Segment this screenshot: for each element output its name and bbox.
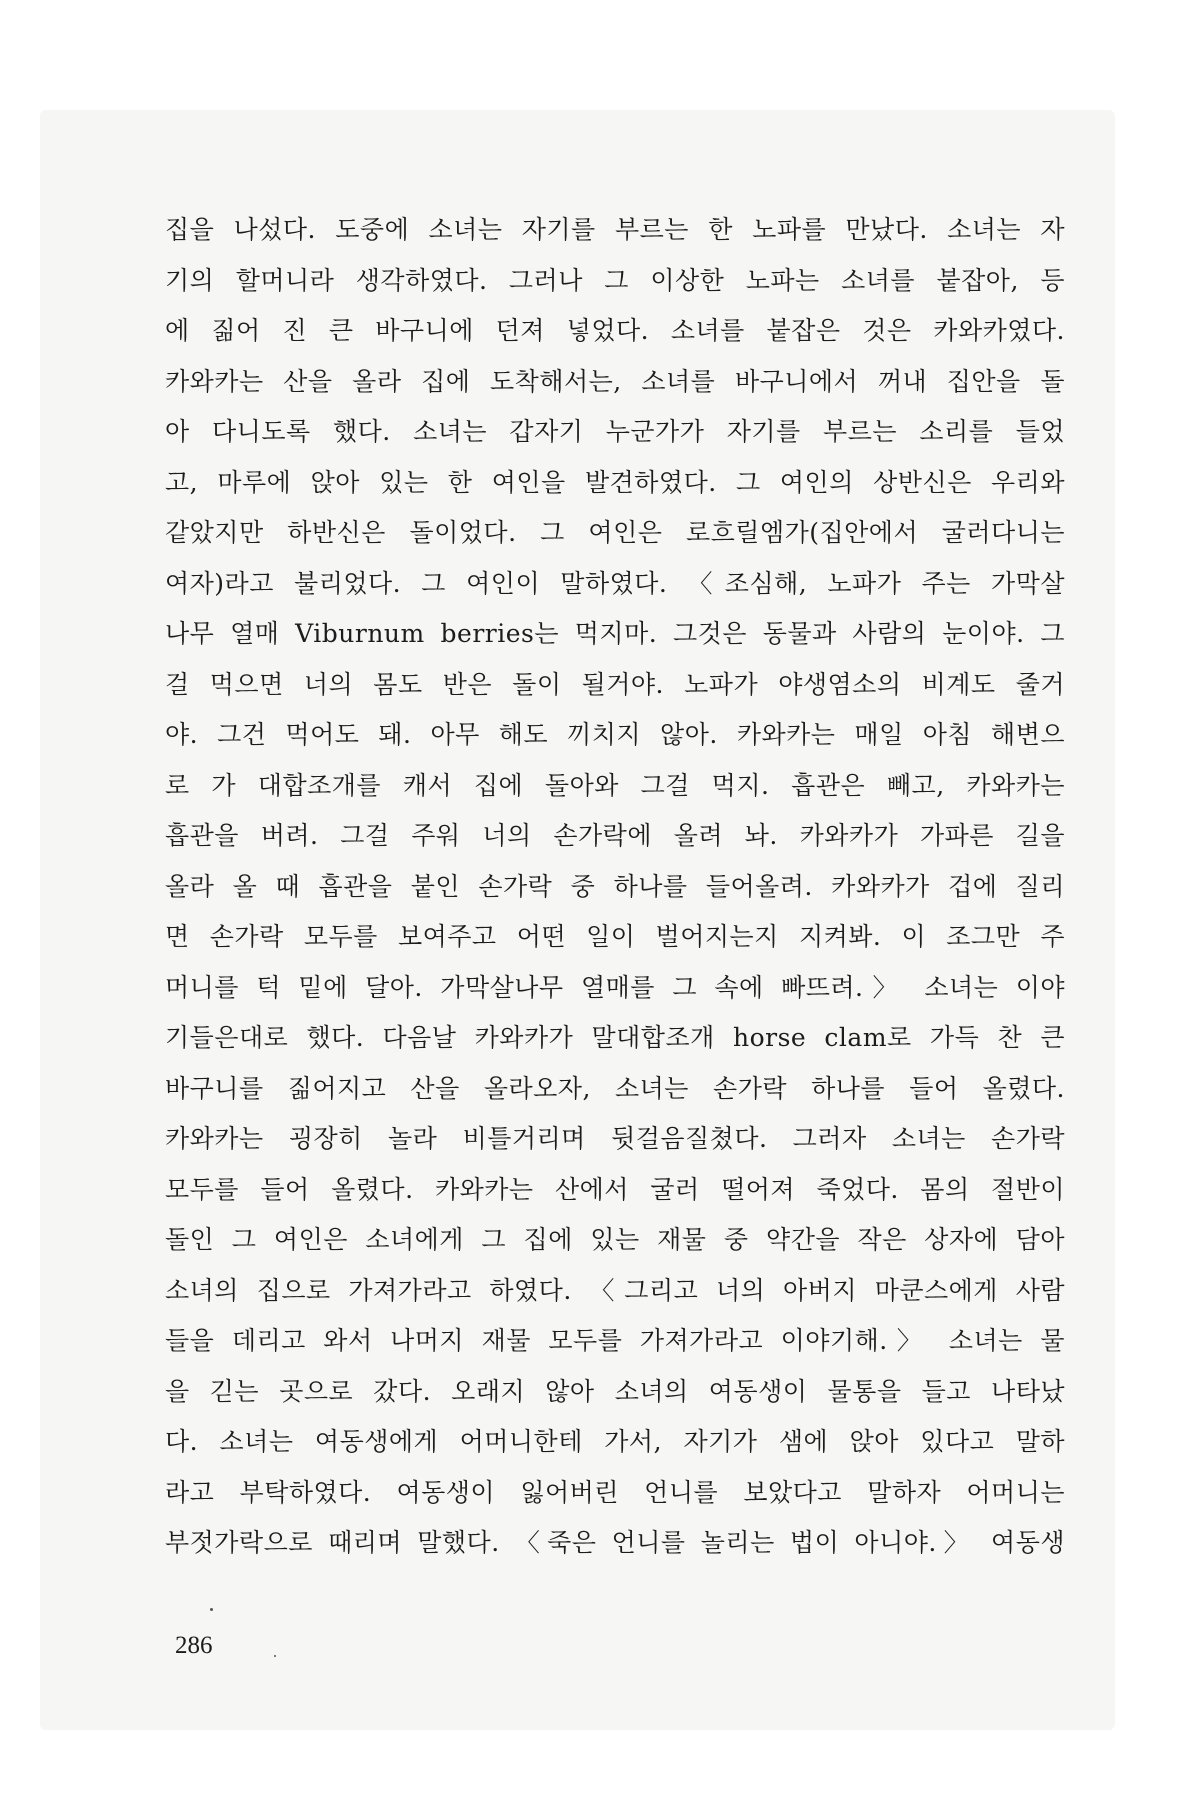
text-line: 아 다니도록 했다. 소녀는 갑자기 누군가가 자기를 부르는 소리를 들었 [165,417,1065,446]
scan-speck [274,1655,276,1657]
text-line: 집을 나섰다. 도중에 소녀는 자기를 부르는 한 노파를 만났다. 소녀는 자 [165,215,1065,244]
text-line: 돌인 그 여인은 소녀에게 그 집에 있는 재물 중 약간을 작은 상자에 담아 [165,1225,1065,1254]
text-line: 카와카는 산을 올라 집에 도착해서는, 소녀를 바구니에서 꺼내 집안을 돌 [165,366,1065,396]
body-text [165,205,1065,1569]
text-line: 소녀의 집으로 가져가라고 하였다. 〈그리고 너의 아버지 마쿤스에게 사람 [165,1275,1065,1305]
text-line: 머니를 턱 밑에 달아. 가막살나무 열매를 그 속에 빠뜨려.〉 소녀는 이야 [165,972,1065,1002]
text-line: 고, 마루에 앉아 있는 한 여인을 발견하였다. 그 여인의 상반신은 우리와 [165,467,1065,497]
scan-speck [210,1608,213,1611]
text-line: 라고 부탁하였다. 여동생이 잃어버린 언니를 보았다고 말하자 어머니는 [165,1477,1065,1507]
text-line: 카와카는 굉장히 놀라 비틀거리며 뒷걸음질쳤다. 그러자 소녀는 손가락 [165,1124,1065,1153]
text-line: 모두를 들어 올렸다. 카와카는 산에서 굴러 떨어져 죽었다. 몸의 절반이 [165,1174,1065,1204]
text-line: 야. 그건 먹어도 돼. 아무 해도 끼치지 않아. 카와카는 매일 아침 해변으 [165,720,1065,749]
page-number: 286 [175,1632,213,1659]
text-line: 기들은대로 했다. 다음날 카와카가 말대합조개 horse clam로 가득 찬 큰 [165,1023,1065,1052]
text-line: 다. 소녀는 여동생에게 어머니한테 가서, 자기가 샘에 앉아 있다고 말하 [165,1427,1065,1456]
text-line: 여자)라고 불리었다. 그 여인이 말하였다. 〈조심해, 노파가 주는 가막살 [165,568,1065,598]
text-line: 바구니를 짊어지고 산을 올라오자, 소녀는 손가락 하나를 들어 올렸다. [165,1073,1065,1103]
text-line: 들을 데리고 와서 나머지 재물 모두를 가져가라고 이야기해.〉 소녀는 물 [165,1326,1065,1355]
text-line: 에 짊어 진 큰 바구니에 던져 넣었다. 소녀를 붙잡은 것은 카와카였다. [165,316,1065,345]
text-line: 나무 열매 Viburnum berries는 먹지마. 그것은 동물과 사람의 눈이야. 그 [165,619,1065,648]
text-line: 면 손가락 모두를 보여주고 어떤 일이 벌어지는지 지켜봐. 이 조그만 주 [165,922,1065,951]
text-line: 걸 먹으면 너의 몸도 반은 돌이 될거야. 노파가 야생염소의 비계도 줄거 [165,669,1065,699]
text-line: 기의 할머니라 생각하였다. 그러나 그 이상한 노파는 소녀를 붙잡아, 등 [165,265,1065,295]
text-line: 같았지만 하반신은 돌이었다. 그 여인은 로흐릴엠가(집안에서 굴러다니는 [165,518,1065,547]
text-line: 을 긷는 곳으로 갔다. 오래지 않아 소녀의 여동생이 물통을 들고 나타났 [165,1376,1065,1406]
text-line: 부젓가락으로 때리며 말했다. 〈죽은 언니를 놀리는 법이 아니야.〉 여동생 [165,1528,1065,1557]
text-line: 흡관을 버려. 그걸 주워 너의 손가락에 올려 놔. 카와카가 가파른 길을 [165,821,1065,850]
text-line: 로 가 대합조개를 캐서 집에 돌아와 그걸 먹지. 흡관은 빼고, 카와카는 [165,770,1065,800]
text-line: 올라 올 때 흡관을 붙인 손가락 중 하나를 들어올려. 카와카가 겁에 질리 [165,871,1065,901]
